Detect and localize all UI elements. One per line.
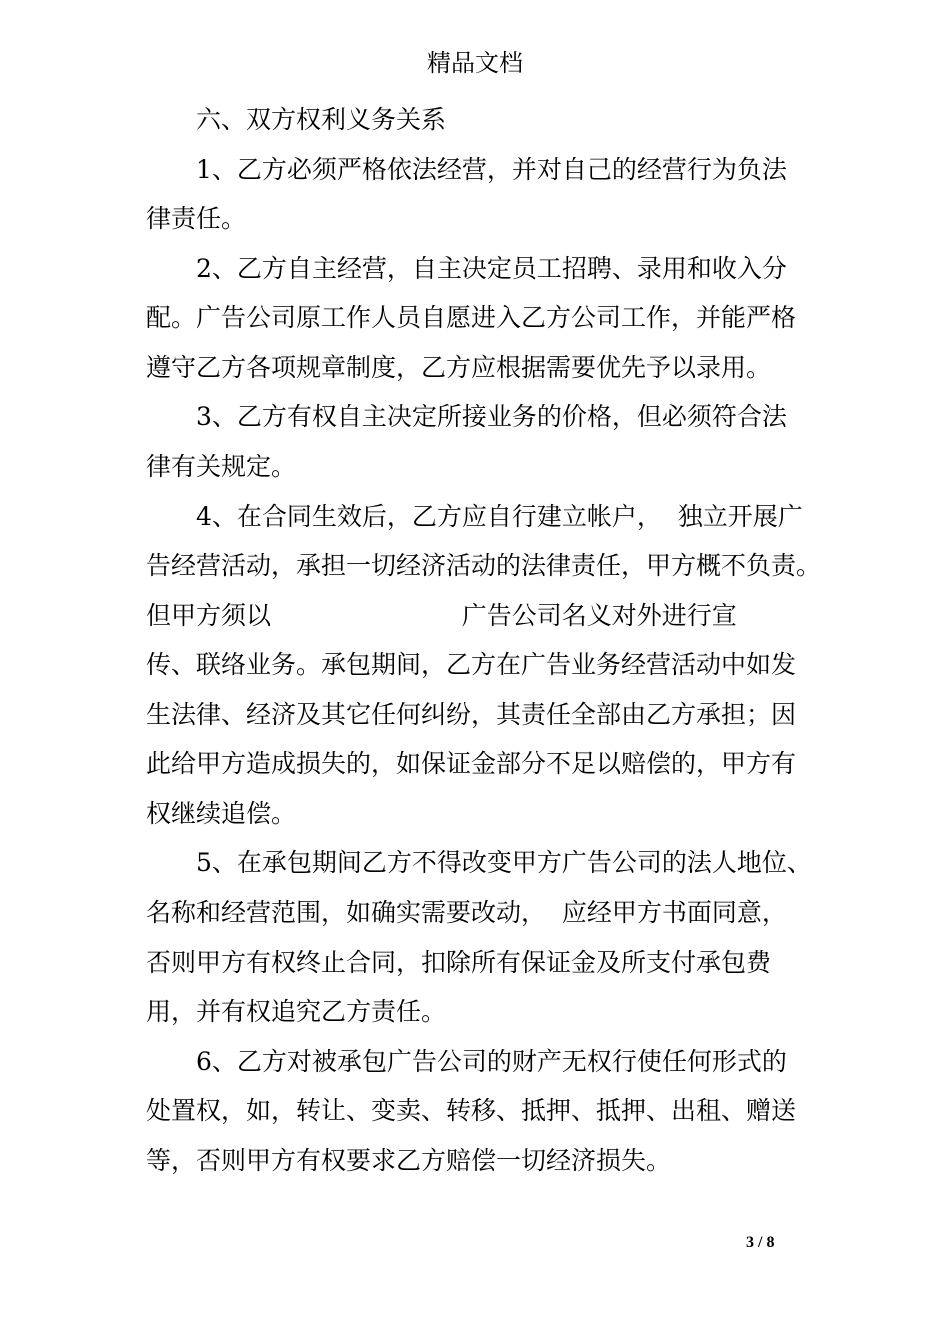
paragraph-line: 5、在承包期间乙方不得改变甲方广告公司的法人地位、 xyxy=(196,848,812,877)
paragraph-line: 配。广告公司原工作人员自愿进入乙方公司工作，并能严格 xyxy=(146,303,797,332)
page-number: 3 / 8 xyxy=(746,1234,775,1251)
paragraph-line: 但甲方须以 广告公司名义对外进行宣 xyxy=(146,601,737,630)
paragraph-line: 权继续追偿。 xyxy=(146,799,297,828)
paragraph-line: 1、乙方必须严格依法经营，并对自己的经营行为负法 xyxy=(196,155,787,184)
paragraph-line: 生法律、经济及其它任何纠纷，其责任全部由乙方承担；因 xyxy=(146,700,797,729)
paragraph-line: 遵守乙方各项规章制度，乙方应根据需要优先予以录用。 xyxy=(146,353,772,382)
document-header: 精品文档 xyxy=(427,49,523,77)
paragraph-line: 6、乙方对被承包广告公司的财产无权行使任何形式的 xyxy=(196,1047,787,1076)
paragraph-line: 名称和经营范围，如确实需要改动， 应经甲方书面同意， xyxy=(146,898,787,927)
paragraph-line: 告经营活动，承担一切经济活动的法律责任，甲方概不负责。 xyxy=(146,551,822,580)
paragraph-line: 等，否则甲方有权要求乙方赔偿一切经济损失。 xyxy=(146,1146,672,1175)
paragraph-line: 律责任。 xyxy=(146,204,247,233)
paragraph-line: 传、联络业务。承包期间，乙方在广告业务经营活动中如发 xyxy=(146,650,797,679)
paragraph-line: 4、在合同生效后，乙方应自行建立帐户， 独立开展广 xyxy=(196,502,803,531)
paragraph-line: 用，并有权追究乙方责任。 xyxy=(146,997,447,1026)
paragraph-line: 律有关规定。 xyxy=(146,452,297,481)
section-heading: 六、双方权利义务关系 xyxy=(196,105,447,134)
paragraph-line: 2、乙方自主经营，自主决定员工招聘、录用和收入分 xyxy=(196,254,787,283)
paragraph-line: 处置权，如，转让、变卖、转移、抵押、抵押、出租、赠送 xyxy=(146,1096,797,1125)
paragraph-line: 此给甲方造成损失的，如保证金部分不足以赔偿的，甲方有 xyxy=(146,749,797,778)
paragraph-line: 3、乙方有权自主决定所接业务的价格，但必须符合法 xyxy=(196,402,787,431)
paragraph-line: 否则甲方有权终止合同，扣除所有保证金及所支付承包费 xyxy=(146,948,772,977)
